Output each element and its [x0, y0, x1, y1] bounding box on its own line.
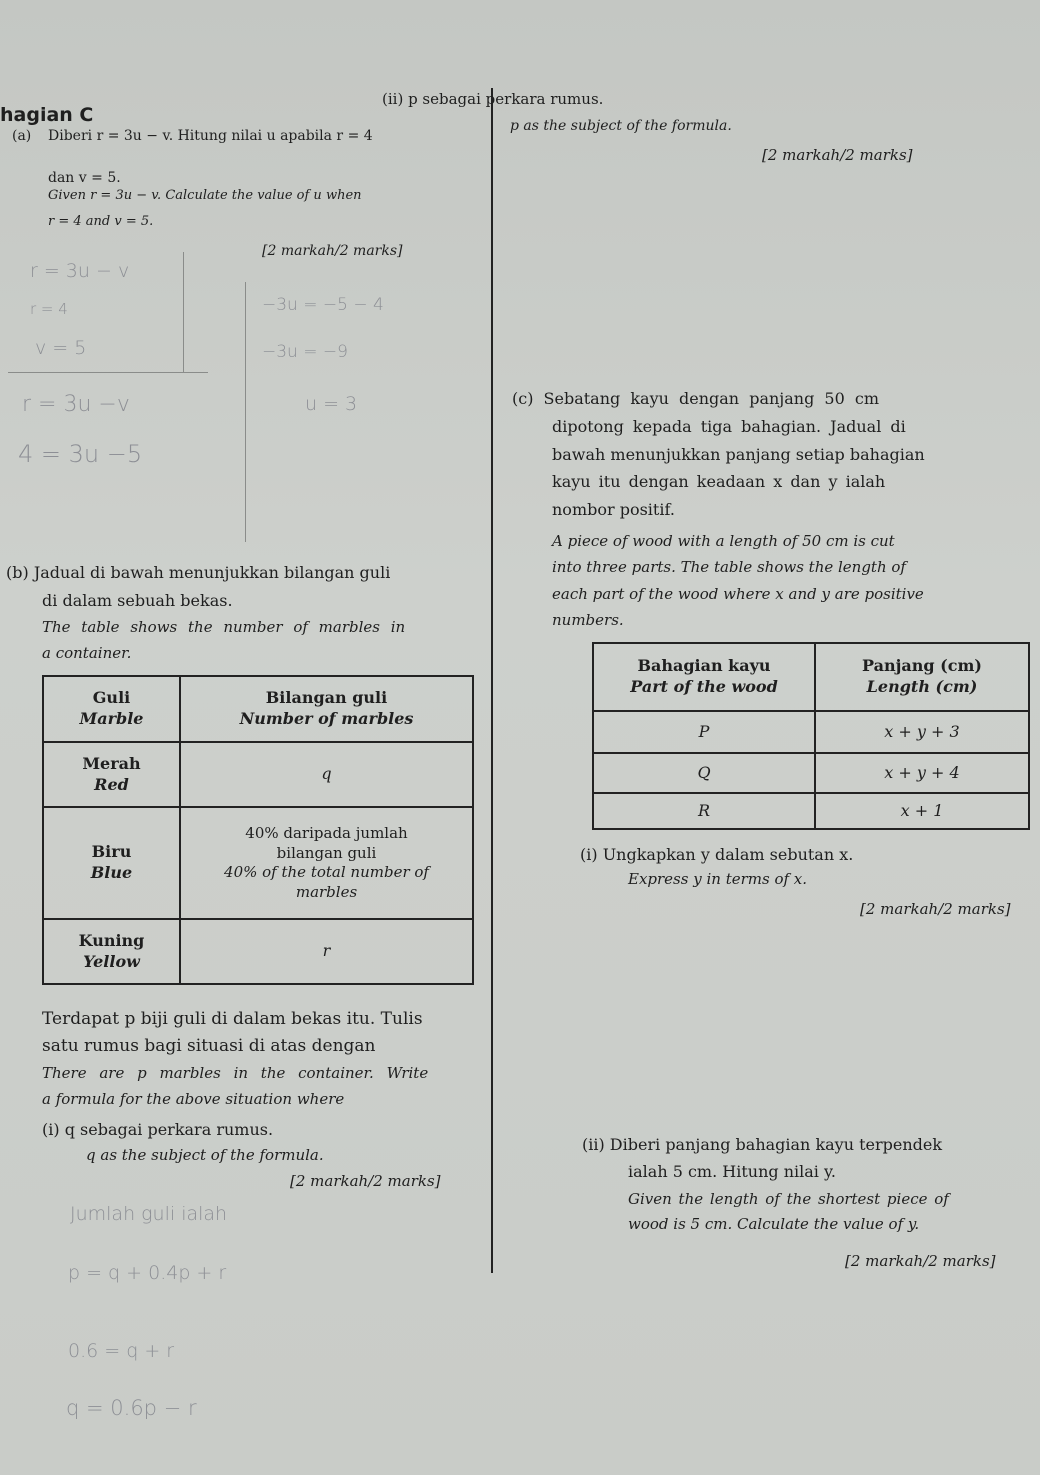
part-b-i-label: (i) q sebagai perkara rumus. [42, 1120, 274, 1139]
table-row [593, 753, 1029, 793]
handwriting: q = 0.6p − r [66, 1396, 197, 1420]
part-b-para4: a formula for the above situation where [42, 1090, 345, 1108]
cell: Kuning [78, 930, 145, 950]
table-row [43, 807, 473, 919]
table-row [43, 742, 473, 807]
handwriting: 0.6 = q + r [68, 1340, 175, 1362]
handwriting: u = 3 [305, 393, 358, 415]
part-b-line3: The table shows the number of marbles in [42, 618, 406, 636]
part-b-para2: satu rumus bagi situasi di atas dengan [42, 1036, 376, 1056]
part-a-line2: dan v = 5. [48, 170, 121, 186]
handwriting: −3u = −9 [262, 342, 348, 362]
handwriting: 4 = 3u −5 [18, 440, 143, 468]
part-c-line-en: into three parts. The table shows the length of [552, 558, 906, 576]
part-a-line3: Given r = 3u − v. Calculate the value of u when [48, 188, 362, 203]
cell: q [321, 764, 332, 784]
table-header [593, 643, 815, 711]
part-c-i-marks: [2 markah/2 marks] [860, 900, 1011, 918]
part-a-marks: [2 markah/2 marks] [262, 243, 403, 259]
cell: Q [593, 753, 815, 793]
part-c-ii-marks: [2 markah/2 marks] [845, 1252, 996, 1270]
part-c-ii-line2: ialah 5 cm. Hitung nilai y. [628, 1162, 836, 1181]
table-header [815, 643, 1029, 711]
part-a-label: (a) [12, 128, 32, 144]
cell: Biru [91, 842, 132, 862]
part-c-line: kayu itu dengan keadaan x dan y ialah [552, 472, 886, 491]
cell: Blue [90, 863, 133, 882]
cell: R [593, 793, 815, 829]
header-en: Part of the wood [630, 677, 778, 696]
part-b-ii-label: (ii) p sebagai perkara rumus. [382, 90, 604, 108]
section-title: hagian C [0, 104, 94, 126]
handwriting: −3u = −5 − 4 [262, 295, 384, 315]
part-c-i-en: Express y in terms of x. [628, 870, 808, 888]
part-c-line: dipotong kepada tiga bahagian. Jadual di [552, 417, 906, 436]
working-line [183, 252, 184, 372]
part-c-line-en: A piece of wood with a length of 50 cm is cut [552, 532, 895, 550]
header-ms: Bilangan guli [265, 688, 388, 708]
header-ms: Bahagian kayu [637, 656, 771, 676]
header-en: Number of marbles [239, 709, 414, 728]
part-c-line-en: numbers. [552, 611, 624, 629]
cell: Red [94, 774, 129, 794]
part-b-i-marks: [2 markah/2 marks] [290, 1172, 441, 1190]
handwriting: r = 3u − v [30, 260, 130, 282]
cell: marbles [295, 882, 358, 901]
part-c-line: (c) Sebatang kayu dengan panjang 50 cm [512, 389, 879, 408]
cell: x + y + 3 [815, 711, 1029, 753]
part-c-line: nombor positif. [552, 500, 675, 519]
header-ms: Guli [92, 688, 131, 708]
handwriting: r = 4 [30, 300, 68, 318]
cell: P [593, 711, 815, 753]
table-row [43, 919, 473, 984]
header-ms: Panjang (cm) [862, 656, 982, 676]
part-c-i-label: (i) Ungkapkan y dalam sebutan x. [580, 845, 854, 864]
part-b-line2: di dalam sebuah bekas. [42, 591, 233, 610]
table-header [43, 676, 180, 742]
header-en: Marble [79, 709, 144, 728]
part-b-para3: There are p marbles in the container. Write [42, 1064, 429, 1082]
part-b-i-en: q as the subject of the formula. [86, 1146, 324, 1164]
table-header [180, 676, 473, 742]
cell: x + y + 4 [815, 753, 1029, 793]
handwriting: p = q + 0.4p + r [68, 1262, 227, 1284]
working-line [245, 282, 246, 542]
cell: r [322, 941, 331, 961]
part-c-ii-label: (ii) Diberi panjang bahagian kayu terpendek [582, 1135, 943, 1154]
part-b-line4: a container. [42, 644, 132, 662]
part-b-para1: Terdapat p biji guli di dalam bekas itu. Tulis [42, 1009, 423, 1029]
marbles-table [42, 675, 474, 985]
part-b-ii-en: p as the subject of the formula. [510, 118, 732, 134]
table-row [593, 711, 1029, 753]
working-line [8, 372, 208, 373]
part-c-line-en: each part of the wood where x and y are positive [552, 585, 924, 603]
table-row [593, 793, 1029, 829]
cell: 40% daripada jumlah [245, 824, 408, 842]
part-b-ii-marks: [2 markah/2 marks] [762, 146, 913, 164]
handwriting: v = 5 [35, 337, 87, 359]
cell: Yellow [83, 951, 140, 971]
cell: 40% of the total number of [224, 863, 429, 881]
cell: bilangan guli [276, 843, 377, 862]
part-c-ii-en2: wood is 5 cm. Calculate the value of y. [628, 1215, 920, 1233]
part-c-line: bawah menunjukkan panjang setiap bahagian [552, 445, 925, 464]
column-divider [491, 88, 493, 1273]
cell: x + 1 [815, 793, 1029, 829]
wood-table [592, 642, 1030, 830]
part-b-line1: (b) Jadual di bawah menunjukkan bilangan guli [6, 563, 391, 582]
handwriting: Jumlah guli ialah [70, 1203, 228, 1225]
header-en: Length (cm) [866, 677, 978, 696]
part-a-line1: Diberi r = 3u − v. Hitung nilai u apabila r = 4 [48, 128, 373, 144]
part-a-line4: r = 4 and v = 5. [48, 214, 154, 229]
cell: Merah [82, 753, 141, 773]
handwriting: r = 3u −v [22, 392, 130, 417]
part-c-ii-en1: Given the length of the shortest piece of [628, 1190, 949, 1208]
